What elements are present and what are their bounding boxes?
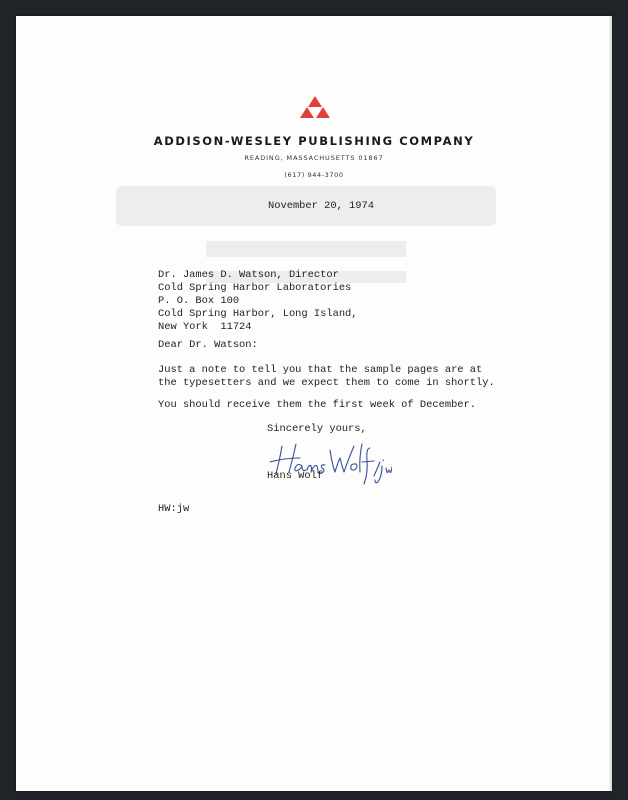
letter-page — [16, 16, 612, 791]
body-line: the typesetters and we expect them to come in shortly. — [158, 377, 495, 389]
closing: Sincerely yours, — [267, 423, 367, 435]
signer-name: Hans Wolf — [267, 470, 324, 482]
body-line: Just a note to tell you that the sample pages are at — [158, 364, 483, 376]
letter-date: November 20, 1974 — [268, 200, 375, 212]
company-phone: (617) 944-3700 — [284, 171, 344, 179]
paper-edge — [609, 16, 612, 791]
publisher-logo-icon — [298, 96, 332, 118]
recipient-address — [158, 269, 358, 334]
company-address: READING, MASSACHUSETTS 01867 — [244, 154, 384, 162]
recipient-line: P. O. Box 100 — [158, 295, 240, 307]
signature-icon — [262, 436, 392, 496]
recipient-line: New York 11724 — [158, 321, 252, 333]
salutation: Dear Dr. Watson: — [158, 339, 258, 351]
body-paragraph: You should receive them the first week of December. — [158, 399, 477, 411]
recipient-line: Dr. James D. Watson, Director — [158, 269, 339, 281]
company-name: ADDISON-WESLEY PUBLISHING COMPANY — [153, 134, 475, 148]
body-paragraph — [158, 364, 495, 390]
reference-initials: HW:jw — [158, 503, 190, 515]
recipient-line: Cold Spring Harbor Laboratories — [158, 282, 352, 294]
recipient-line: Cold Spring Harbor, Long Island, — [158, 308, 358, 320]
